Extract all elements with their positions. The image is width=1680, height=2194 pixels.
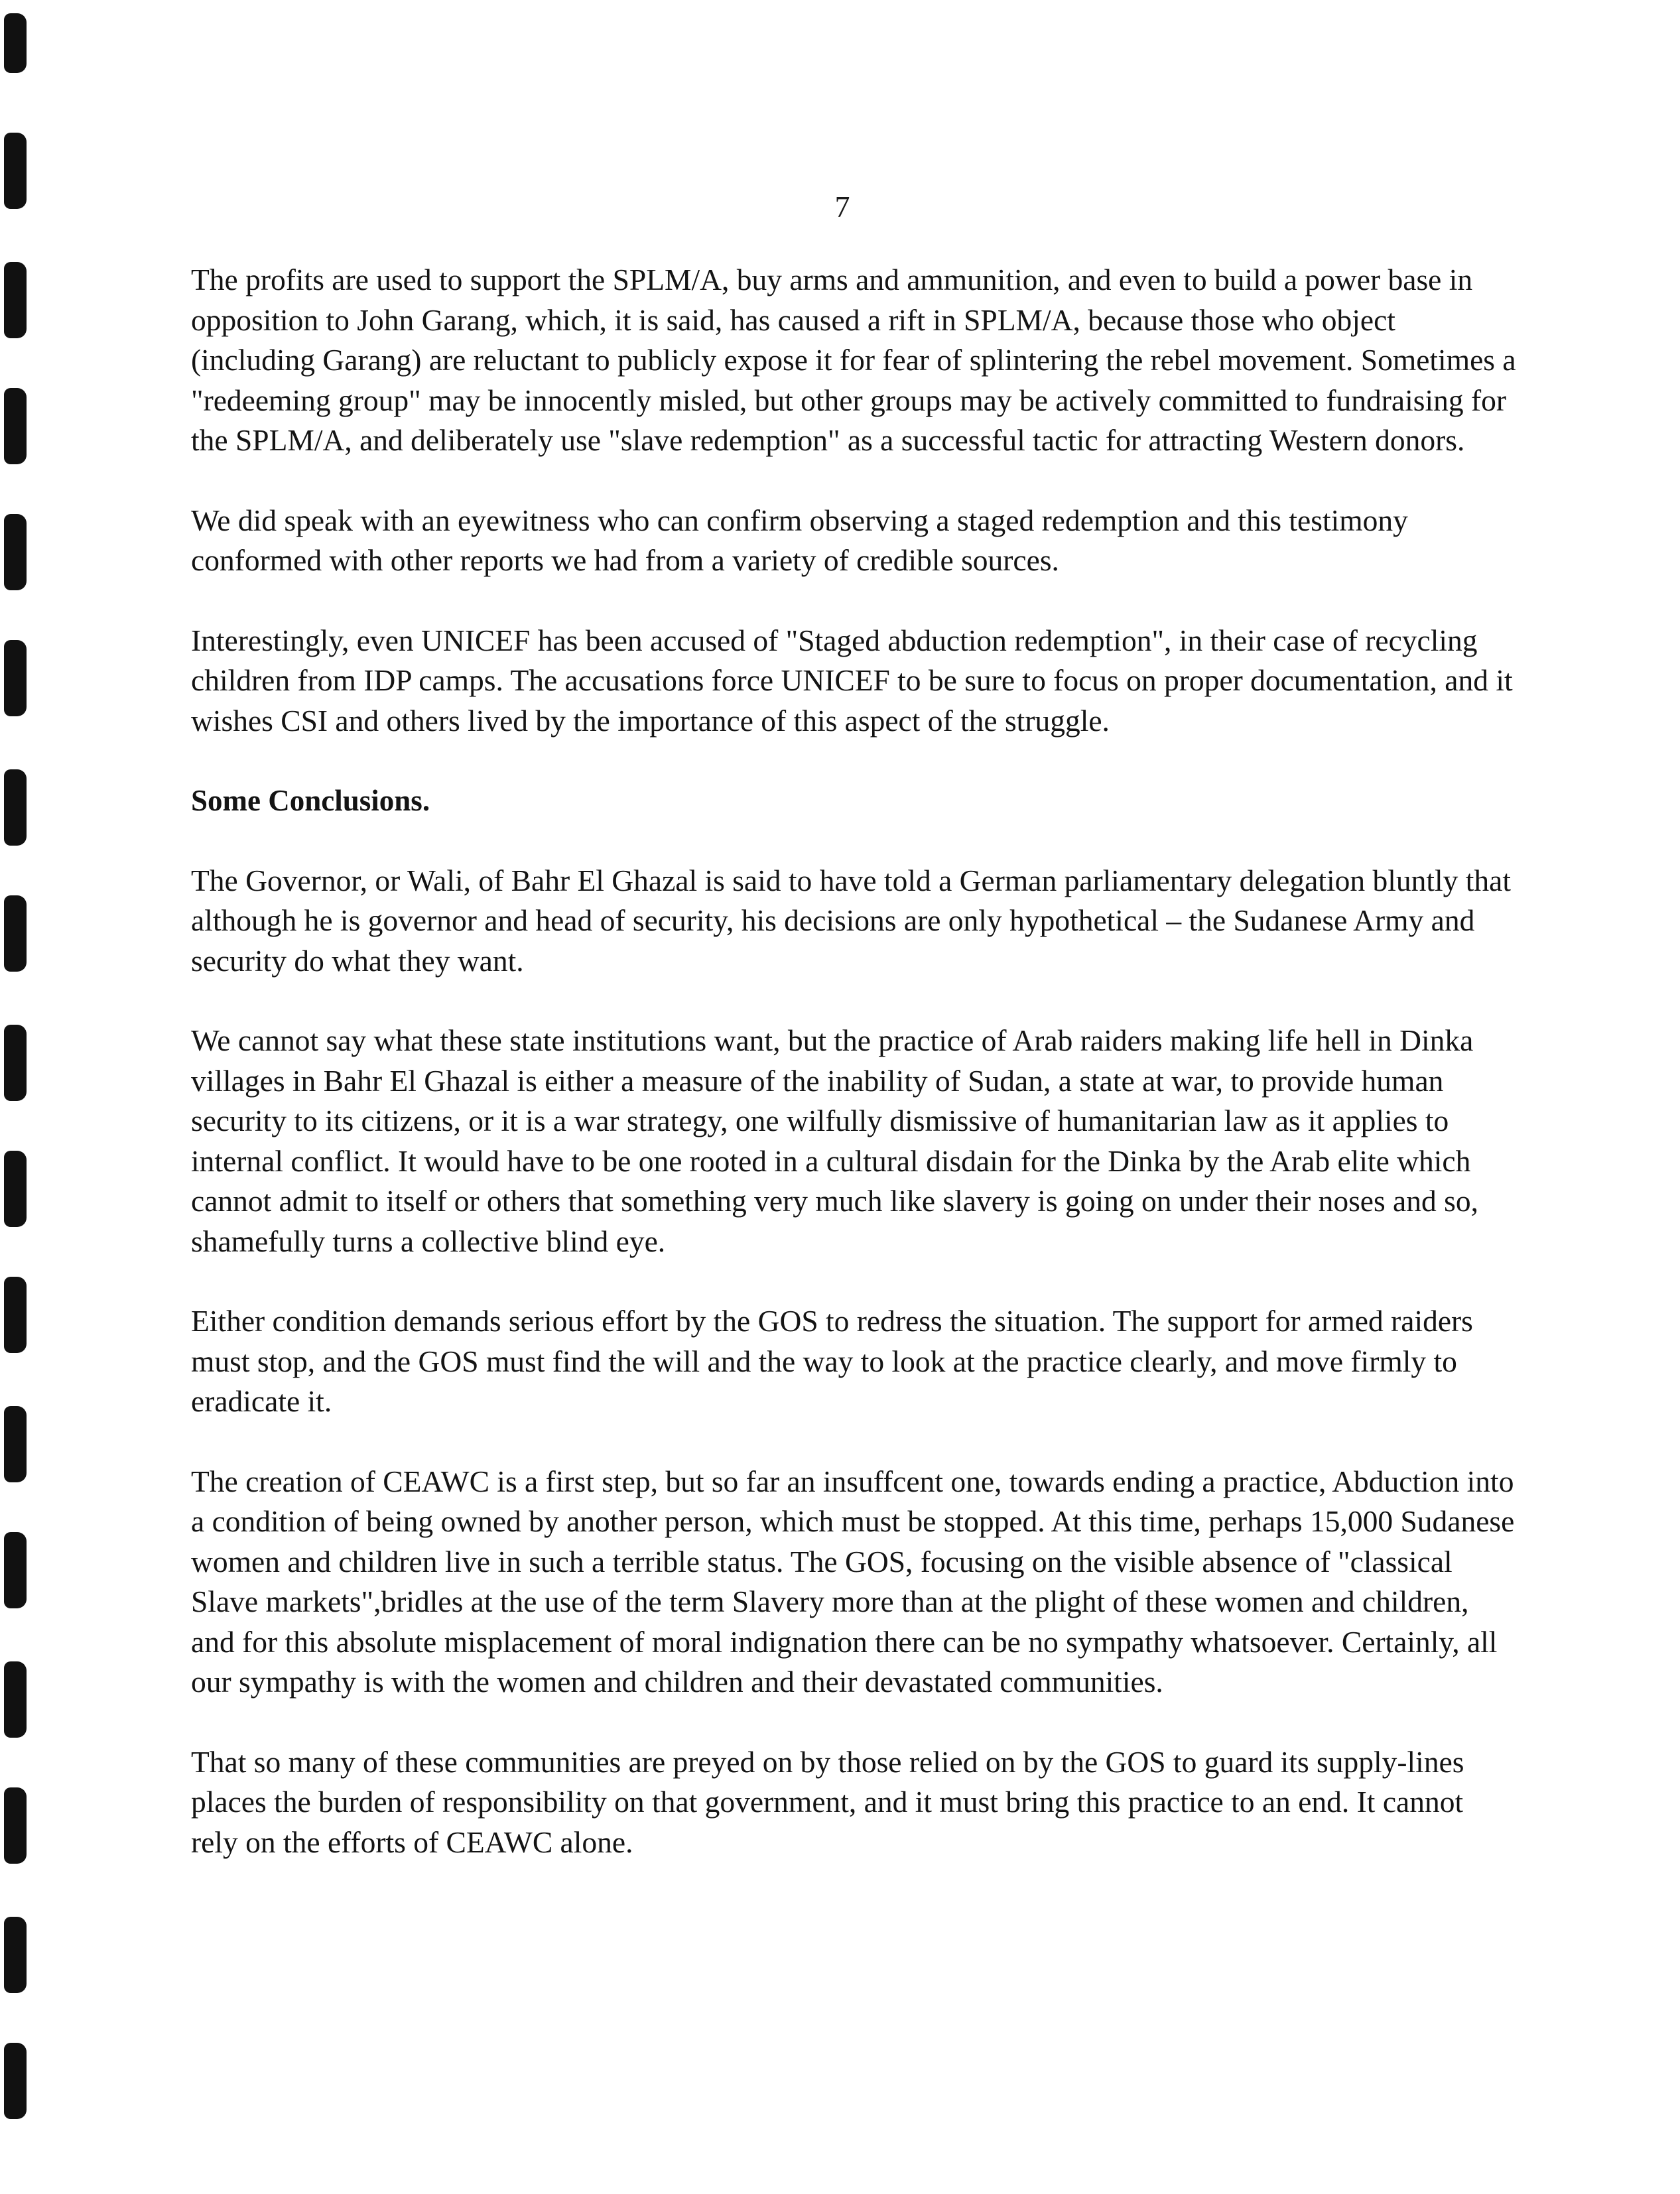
binding-hole: [4, 514, 27, 590]
paragraph: We did speak with an eyewitness who can confirm observing a staged redemption and this testimony conformed with other reports we had from a variety of credible sources.: [191, 503, 1408, 577]
binding-hole: [4, 1532, 27, 1608]
paragraph: We cannot say what these state institutions want, but the practice of Arab raiders making life hell in Dinka villages in Bahr El Ghazal is either a measure of the inability of Sudan, a state at war, to provide human security to its citizens, or it is a war strategy, one wilfully dismissive of humanitarian law as it applies to internal conflict. It would have to be one rooted in a cultural disdain for the Dinka by the Arab elite which cannot admit to itself or others that something very much like slavery is going on under their noses and so, shamefully turns a collective blind eye.: [191, 1023, 1478, 1258]
paragraph: The creation of CEAWC is a first step, but so far an insuffcent one, towards ending a practice, Abduction into a condition of being owned by another person, which must be stopped. At this time, perhaps 15,000 Sudanese women and children live in such a terrible status. The GOS, focusing on the visible absence of "classical Slave markets",bridles at the use of the term Slavery more than at the plight of these women and children, and for this absolute misplacement of moral indignation there can be no sympathy whatsoever. Certainly, all our sympathy is with the women and children and their devastated communities.: [191, 1464, 1515, 1699]
paragraph: That so many of these communities are preyed on by those relied on by the GOS to guard its supply-lines places the burden of responsibility on that government, and it must bring this practice to an end. It cannot rely on the efforts of CEAWC alone.: [191, 1744, 1464, 1859]
paragraph: Interestingly, even UNICEF has been accused of "Staged abduction redemption", in their case of recycling children from IDP camps. The accusations force UNICEF to be sure to focus on proper documentation, and it wishes CSI and others lived by the importance of this aspect of the struggle.: [191, 623, 1513, 738]
section-heading: Some Conclusions.: [191, 784, 430, 817]
binding-holes: [0, 0, 40, 2194]
body-text: [191, 260, 1518, 1902]
page-number: 7: [834, 190, 850, 224]
binding-hole: [4, 1917, 27, 1993]
binding-hole: [4, 1787, 27, 1864]
binding-hole: [4, 2043, 27, 2119]
binding-hole: [4, 388, 27, 464]
binding-hole: [4, 1406, 27, 1482]
paragraph: The profits are used to support the SPLM/A, buy arms and ammunition, and even to build a power base in opposition to John Garang, which, it is said, has caused a rift in SPLM/A, because those who object (including Garang) are reluctant to publicly expose it for fear of splintering the rebel movement. Sometimes a "redeeming group" may be innocently misled, but other groups may be actively committed to fundraising for the SPLM/A, and deliberately use "slave redemption" as a successful tactic for attracting Western donors.: [191, 263, 1516, 457]
paragraph: The Governor, or Wali, of Bahr El Ghazal is said to have told a German parliamentary delegation bluntly that although he is governor and head of security, his decisions are only hypothetical – the Sudanese Army and security do what they want.: [191, 863, 1512, 978]
binding-hole: [4, 1277, 27, 1353]
binding-hole: [4, 769, 27, 846]
paragraph: Either condition demands serious effort by the GOS to redress the situation. The support for armed raiders must stop, and the GOS must find the will and the way to look at the practice clearly, and move firmly to eradicate it.: [191, 1304, 1473, 1418]
binding-hole: [4, 1025, 27, 1101]
binding-hole: [4, 13, 27, 73]
binding-hole: [4, 1661, 27, 1738]
binding-hole: [4, 133, 27, 209]
binding-hole: [4, 262, 27, 338]
binding-hole: [4, 1151, 27, 1227]
binding-hole: [4, 640, 27, 716]
binding-hole: [4, 895, 27, 972]
